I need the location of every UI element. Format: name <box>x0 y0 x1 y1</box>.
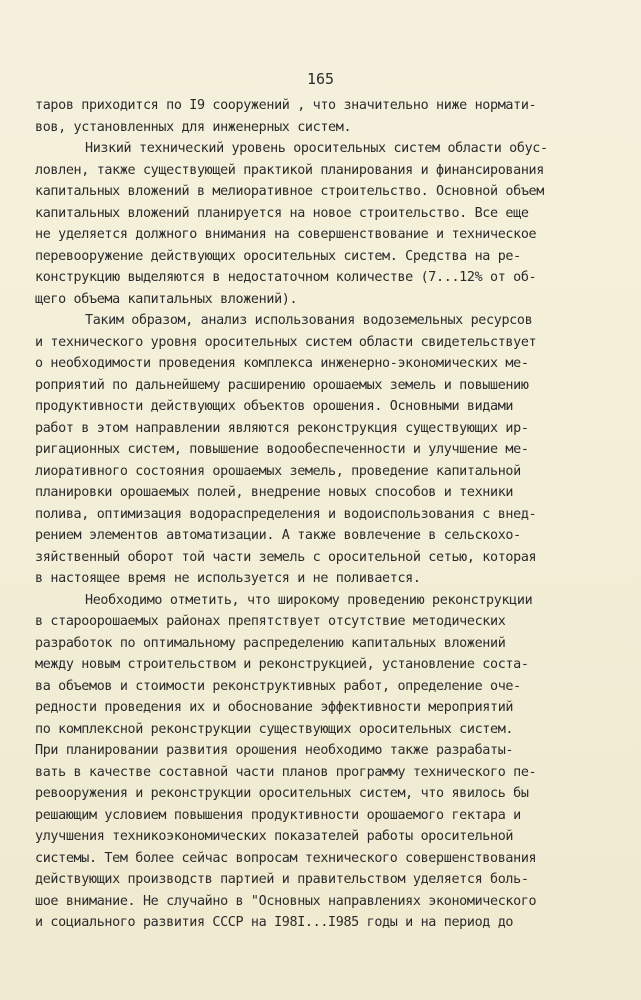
text-line: зяйственный оборот той части земель с оросительной сетью, которая <box>35 550 537 565</box>
text-line: При планировании развития орошения необходимо также разрабаты- <box>35 743 514 758</box>
text-line: таров приходится по I9 сооружений , что значительно ниже нормати- <box>35 98 537 113</box>
text-line: редности проведения их и обоснование эффективности мероприятий <box>35 700 514 715</box>
text-line: капитальных вложений в мелиоративное строительство. Основной объем <box>35 184 544 199</box>
text-line: ригационных систем, повышение водообеспеченности и улучшение ме- <box>35 442 529 457</box>
text-line: планировки орошаемых полей, внедрение новых способов и техники <box>35 485 514 500</box>
text-line: работ в этом направлении являются реконструкция существующих ир- <box>35 421 529 436</box>
text-line: и технического уровня оросительных систем области свидетельствует <box>35 335 537 350</box>
text-line: рением элементов автоматизации. А также вовлечение в сельскохо- <box>35 528 521 543</box>
text-line: лиоративного состояния орошаемых земель, проведение капитальной <box>35 464 521 479</box>
text-line: ва объемов и стоимости реконструктивных работ, определение оче- <box>35 679 521 694</box>
text-line: полива, оптимизация водораспределения и водоиспользования с внед- <box>35 507 537 522</box>
text-line: между новым строительством и реконструкцией, установление соста- <box>35 657 529 672</box>
text-line: вать в качестве составной части планов программу технического пе- <box>35 765 537 780</box>
text-line: продуктивности действующих объектов орошения. Основными видами <box>35 399 514 414</box>
text-line: роприятий по дальнейшему расширению орошаемых земель и повышению <box>35 378 529 393</box>
text-line: действующих производств партией и правительством уделяется боль- <box>35 872 529 887</box>
text-line: в настоящее время не используется и не поливается. <box>35 571 421 586</box>
text-line: и социального развития СССР на I98I...I985 годы и на период до <box>35 915 514 930</box>
text-line: конструкцию выделяются в недостаточном количестве (7...12% от об- <box>35 270 537 285</box>
text-line: щего объема капитальных вложений). <box>35 292 298 307</box>
text-line: не уделяется должного внимания на совершенствование и техническое <box>35 227 537 242</box>
text-line: по комплексной реконструкции существующих оросительных систем. <box>35 722 514 737</box>
text-line: о необходимости проведения комплекса инженерно-экономических ме- <box>35 356 529 371</box>
text-line: решающим условием повышения продуктивности орошаемого гектара и <box>35 808 521 823</box>
text-line: разработок по оптимальному распределению капитальных вложений <box>35 636 506 651</box>
text-line: улучшения техникоэкономических показателей работы оросительной <box>35 829 514 844</box>
paragraph-first-line: Необходимо отметить, что широкому проведению реконструкции <box>85 593 533 608</box>
text-line: ловлен, также существующей практикой планирования и финансирования <box>35 163 544 178</box>
page-number: 165 <box>306 70 335 88</box>
text-line: шое внимание. Не случайно в "Основных направлениях экономического <box>35 894 537 909</box>
paragraph-first-line: Таким образом, анализ использования водоземельных ресурсов <box>85 313 533 328</box>
text-line: вов, установленных для инженерных систем. <box>35 120 352 135</box>
text-line: капитальных вложений планируется на новое строительство. Все еще <box>35 206 529 221</box>
text-line: системы. Тем более сейчас вопросам технического совершенствования <box>35 851 537 866</box>
text-line: в старoорошаемых районах препятствует отсутствие методических <box>35 614 506 629</box>
text-line: перевооружение действующих оросительных систем. Средства на ре- <box>35 249 521 264</box>
text-line: ревооружения и реконструкции оросительных систем, что явилось бы <box>35 786 529 801</box>
paragraph-first-line: Низкий технический уровень оросительных систем области обус- <box>85 141 548 156</box>
